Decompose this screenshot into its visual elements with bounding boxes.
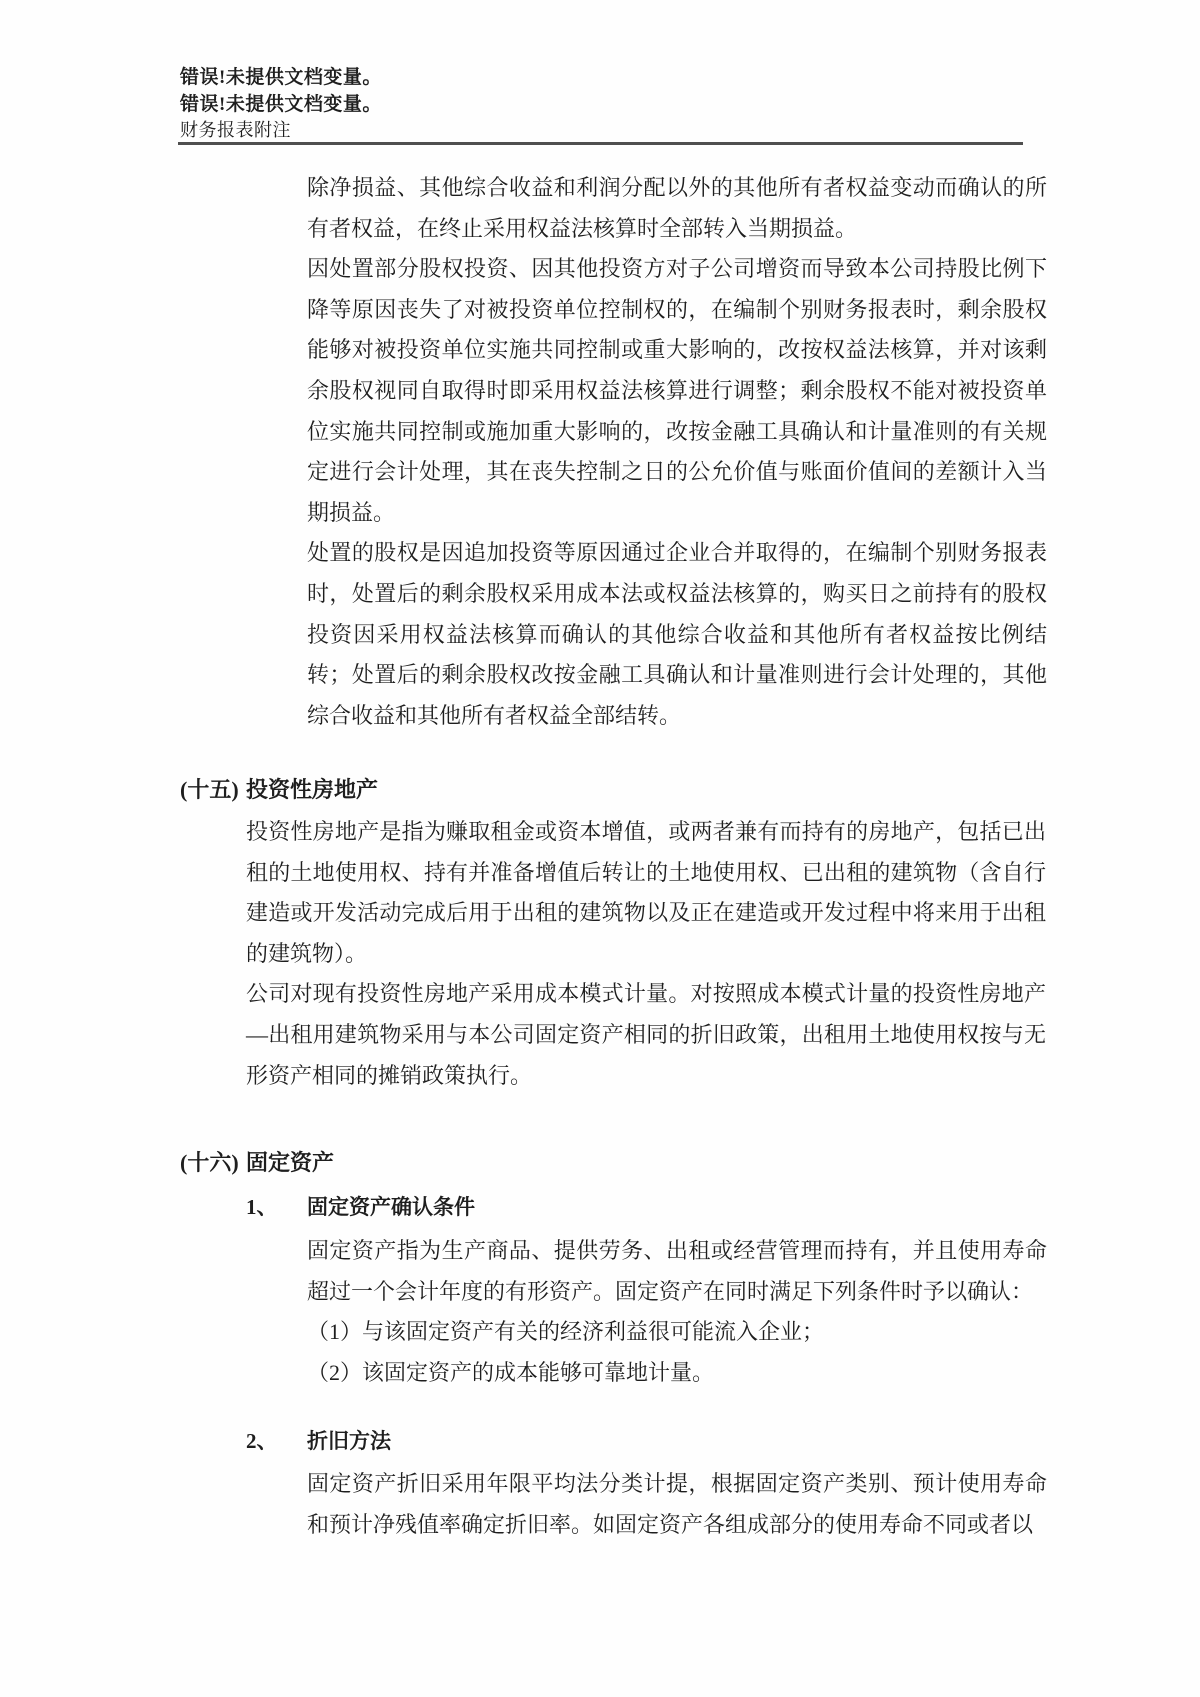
subsection-title: 固定资产确认条件 — [307, 1195, 475, 1219]
paragraph: 固定资产折旧采用年限平均法分类计提，根据固定资产类别、预计使用寿命和预计净残值率确定折旧率。如固定资产各组成部分的使用寿命不同或者以 — [307, 1471, 1047, 1537]
document-header — [180, 64, 382, 143]
section-title: 固定资产 — [246, 1150, 335, 1175]
paragraph: （2）该固定资产的成本能够可靠地计量。 — [307, 1359, 715, 1385]
paragraph: 处置的股权是因追加投资等原因通过企业合并取得的，在编制个别财务报表时，处置后的剩余股权采用成本法或权益法核算的，购买日之前持有的股权投资因采用权益法核算而确认的其他综合收益和其他所有者权益按比例结转；处置后的剩余股权改按金融工具确认和计量准则进行会计处理的，其他综合收益和其他所有者权益全部结转。 — [307, 540, 1047, 728]
subsection-depreciation-body — [307, 1464, 1047, 1545]
subsection-title: 折旧方法 — [307, 1429, 391, 1453]
paragraph: （1）与该固定资产有关的经济利益很可能流入企业； — [307, 1319, 825, 1345]
subsection-number: 2、 — [246, 1429, 278, 1453]
subsection-heading-recognition — [246, 1190, 475, 1224]
paragraph: 公司对现有投资性房地产采用成本模式计量。对按照成本模式计量的投资性房地产—出租用建筑物采用与本公司固定资产相同的折旧政策，出租用土地使用权按与无形资产相同的摊销政策执行。 — [246, 981, 1046, 1088]
header-error-line-1: 错误!未提供文档变量。 — [180, 67, 382, 88]
intro-text-block — [307, 168, 1047, 736]
section-investment-property-body — [246, 812, 1046, 1096]
paragraph: 除净损益、其他综合收益和利润分配以外的其他所有者权益变动而确认的所有者权益，在终止采用权益法核算时全部转入当期损益。 — [307, 175, 1047, 241]
paragraph: 固定资产指为生产商品、提供劳务、出租或经营管理而持有，并且使用寿命超过一个会计年度的有形资产。固定资产在同时满足下列条件时予以确认： — [307, 1238, 1047, 1304]
paragraph: 投资性房地产是指为赚取租金或资本增值，或两者兼有而持有的房地产，包括已出租的土地使用权、持有并准备增值后转让的土地使用权、已出租的建筑物（含自行建造或开发活动完成后用于出租的建筑物以及正在建造或开发过程中将来用于出租的建筑物）。 — [246, 819, 1046, 966]
section-number: (十六) — [180, 1150, 239, 1175]
subsection-heading-depreciation — [246, 1424, 391, 1458]
section-title: 投资性房地产 — [246, 777, 379, 802]
section-heading-investment-property — [180, 773, 378, 807]
section-number: (十五) — [180, 777, 239, 802]
header-doc-title: 财务报表附注 — [180, 120, 291, 140]
header-error-line-2: 错误!未提供文档变量。 — [180, 94, 382, 115]
section-heading-fixed-assets — [180, 1146, 334, 1180]
header-divider-rule — [178, 142, 1023, 145]
subsection-recognition-body — [307, 1231, 1047, 1393]
paragraph: 因处置部分股权投资、因其他投资方对子公司增资而导致本公司持股比例下降等原因丧失了对被投资单位控制权的，在编制个别财务报表时，剩余股权能够对被投资单位实施共同控制或重大影响的，改按权益法核算，并对该剩余股权视同自取得时即采用权益法核算进行调整；剩余股权不能对被投资单位实施共同控制或施加重大影响的，改按金融工具确认和计量准则的有关规定进行会计处理，其在丧失控制之日的公允价值与账面价值间的差额计入当期损益。 — [307, 256, 1047, 525]
subsection-number: 1、 — [246, 1195, 278, 1219]
